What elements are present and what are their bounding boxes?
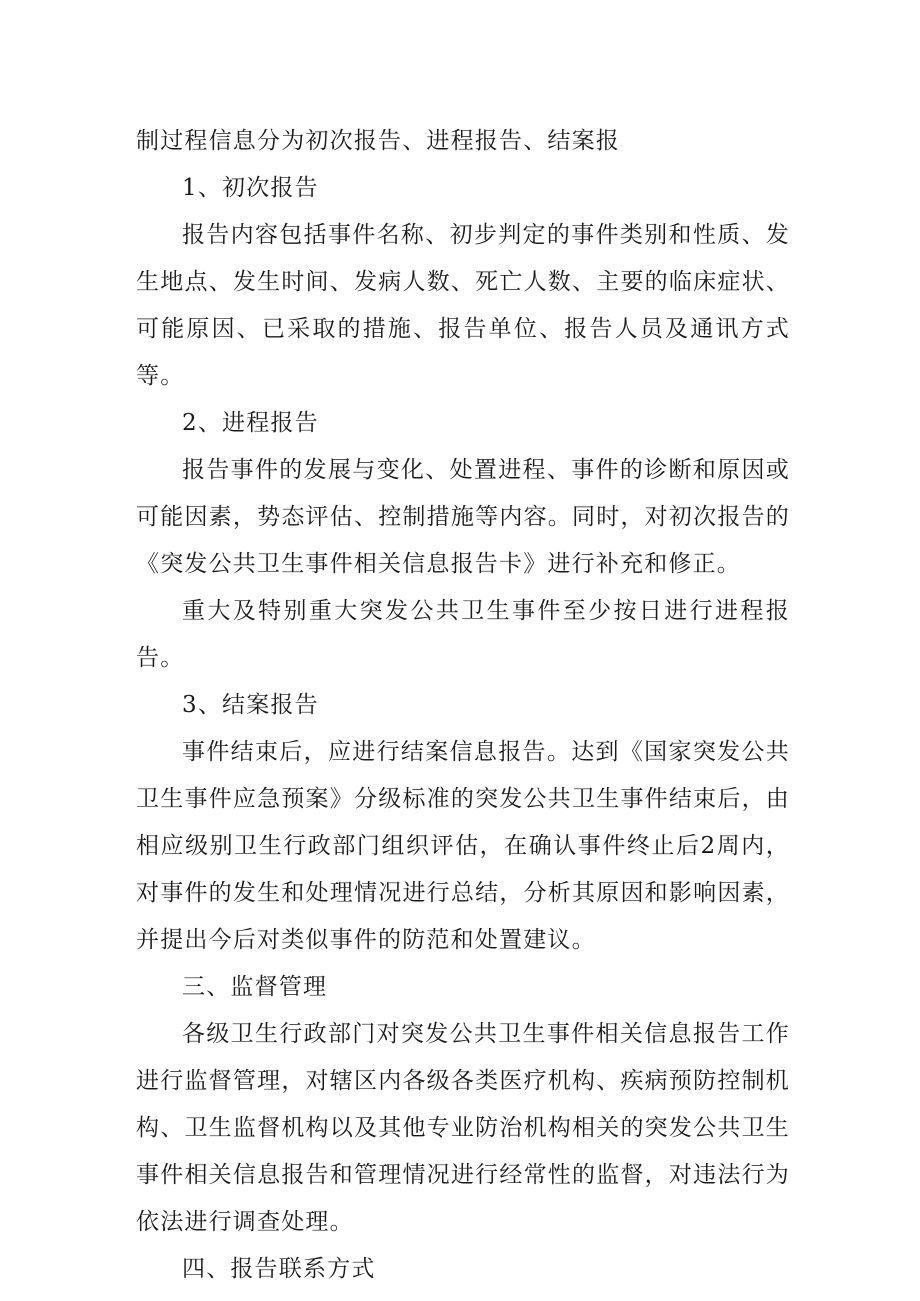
heading-contact: 四、报告联系方式 xyxy=(182,1256,376,1282)
paragraph-progress-frequency: 重大及特别重大突发公共卫生事件至少按日进行进程报告。 xyxy=(136,598,790,671)
heading-progress-report: 2、进程报告 xyxy=(182,410,319,436)
paragraph-supervision: 各级卫生行政部门对突发公共卫生事件相关信息报告工作进行监督管理，对辖区内各级各类医疗机构、疾病预防控制机构、卫生监督机构以及其他专业防治机构相关的突发公共卫生事件相关信息报告和管理情况进行经常性的监督，对违法行为依法进行调查处理。 xyxy=(136,1021,790,1235)
paragraph-progress-report: 报告事件的发展与变化、处置进程、事件的诊断和原因或可能因素，势态评估、控制措施等内容。同时，对初次报告的《突发公共卫生事件相关信息报告卡》进行补充和修正。 xyxy=(136,457,790,577)
document-body xyxy=(136,118,790,1293)
heading-initial-report: 1、初次报告 xyxy=(182,175,319,201)
paragraph-closing-report: 事件结束后，应进行结案信息报告。达到《国家突发公共卫生事件应急预案》分级标准的突发公共卫生事件结束后，由相应级别卫生行政部门组织评估，在确认事件终止后2周内，对事件的发生和处理情况进行总结，分析其原因和影响因素，并提出今后对类似事件的防范和处置建议。 xyxy=(136,739,790,953)
paragraph-initial-report: 报告内容包括事件名称、初步判定的事件类别和性质、发生地点、发生时间、发病人数、死亡人数、主要的临床症状、可能原因、已采取的措施、报告单位、报告人员及通讯方式等。 xyxy=(136,222,790,389)
paragraph-continuation: 制过程信息分为初次报告、进程报告、结案报 xyxy=(136,128,620,154)
heading-supervision: 三、监督管理 xyxy=(182,974,328,1000)
heading-closing-report: 3、结案报告 xyxy=(182,692,319,718)
